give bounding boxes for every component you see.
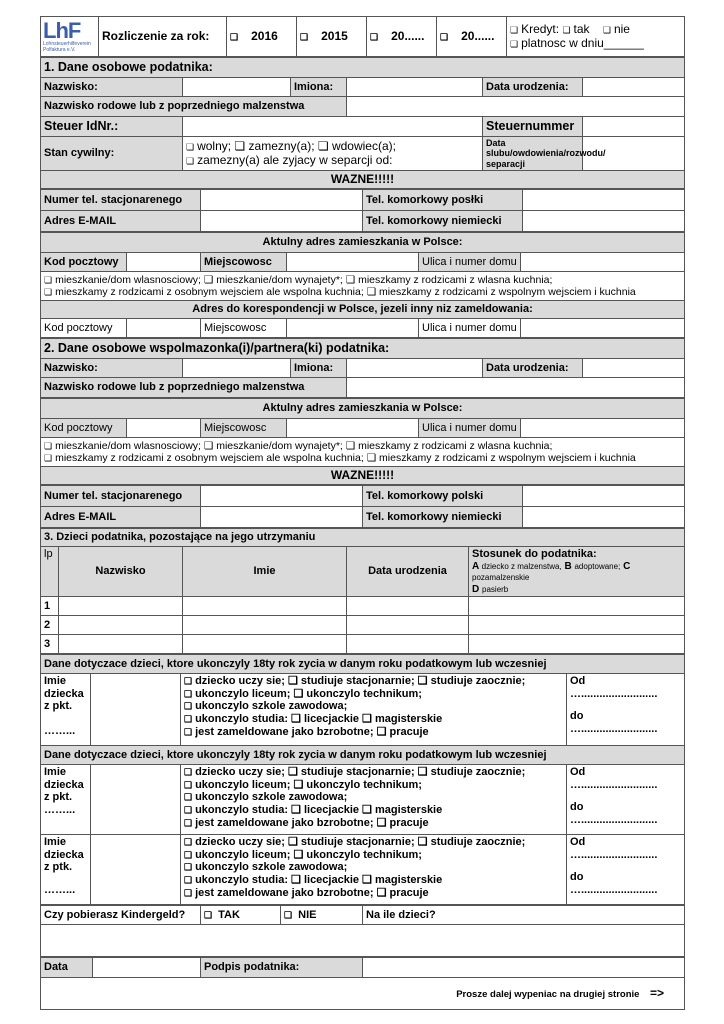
ile-dzieci-label: Na ile dzieci? bbox=[363, 906, 685, 925]
wazne-heading: WAZNE!!!!! bbox=[41, 171, 685, 189]
miejscowosc-label: Miejscowosc bbox=[201, 419, 287, 438]
kindergeld-nie[interactable] bbox=[281, 906, 363, 925]
stosunek-d-text: pasierb bbox=[482, 584, 509, 594]
nazwisko-rodowe-input[interactable] bbox=[347, 378, 685, 398]
opt3: ukonczylo szkole zawodowa; bbox=[195, 700, 348, 713]
child-row-number: 3 bbox=[41, 635, 59, 654]
stosunek-b-text: adoptowane; bbox=[574, 561, 621, 571]
email-label: Adres E-MAIL bbox=[41, 507, 201, 528]
stan-cywilny-options[interactable] bbox=[183, 137, 483, 171]
imie-text: Imie bbox=[44, 836, 67, 849]
od-dots: …......................... bbox=[570, 687, 658, 700]
address-table-1 bbox=[40, 232, 685, 338]
opt5: jest zameldowane jako bzrobotne; ❏ pracuje bbox=[195, 886, 429, 899]
page-title: Rozliczenie za rok: bbox=[99, 17, 227, 57]
kod-label: Kod pocztowy bbox=[41, 253, 127, 272]
miejscowosc-label: Miejscowosc bbox=[201, 319, 287, 338]
opt1: dziecko uczy sie; ❏ studiuje stacjonarnie; ❏ studiuje zaocznie; bbox=[195, 675, 526, 688]
tel-stacjonarny-label: Numer tel. stacjonarenego bbox=[41, 486, 201, 507]
data-urodzenia-label: Data urodzenia: bbox=[483, 78, 583, 97]
imiona-label: Imiona: bbox=[291, 359, 347, 378]
data-label: Data bbox=[41, 958, 93, 978]
z-ptk-text: z ptk. bbox=[44, 861, 73, 874]
od-dots: …......................... bbox=[570, 778, 658, 791]
year-checkbox-1[interactable] bbox=[227, 17, 297, 57]
data-urodzenia-input[interactable] bbox=[583, 359, 685, 378]
child-status-options[interactable] bbox=[181, 765, 567, 835]
mieszkanie-line1: mieszkanie/dom wlasnosciowy; ❏ mieszkanie/dom wynajety*; ❏ mieszkamy z rodzicami z wlasna kuchnia; bbox=[55, 439, 553, 452]
stosunek-b: B bbox=[564, 560, 572, 572]
stosunek-d: D bbox=[472, 583, 480, 595]
podpis-input[interactable] bbox=[363, 958, 685, 978]
nazwisko-rodowe-label: Nazwisko rodowe lub z poprzedniego malzenstwa bbox=[41, 97, 347, 117]
year-checkbox-3[interactable] bbox=[367, 17, 437, 57]
child-status-options[interactable] bbox=[181, 835, 567, 905]
child-name-input[interactable] bbox=[91, 765, 181, 835]
miejscowosc-input[interactable] bbox=[287, 419, 419, 438]
z-pkt-text: z pkt. bbox=[44, 791, 73, 804]
children-table bbox=[40, 528, 685, 654]
opt1: dziecko uczy sie; ❏ studiuje stacjonarnie; ❏ studiuje zaocznie; bbox=[195, 836, 526, 849]
tak-label: TAK bbox=[218, 908, 240, 921]
year-checkbox-4[interactable] bbox=[437, 17, 507, 57]
tel-kom-niemiecki-input[interactable] bbox=[523, 507, 685, 528]
imie-dziecka-label bbox=[41, 674, 91, 746]
opt4: ukonczylo studia: ❏ licecjackie ❏ magisterskie bbox=[195, 713, 443, 726]
year-label: 20...... bbox=[461, 28, 495, 43]
col-imie: Imie bbox=[183, 547, 347, 597]
opt4: ukonczylo studia: ❏ licecjackie ❏ magisterskie bbox=[195, 804, 443, 817]
od-do-fields[interactable] bbox=[567, 835, 685, 905]
col-lp: lp bbox=[41, 547, 59, 597]
opt4: ukonczylo studia: ❏ licecjackie ❏ magisterskie bbox=[195, 874, 443, 887]
kredyt-nie-checkbox[interactable] bbox=[603, 22, 614, 36]
platnosc-label: platnosc w dniu______ bbox=[521, 35, 644, 50]
logo-sub2: Polfaktura e.V. bbox=[43, 46, 76, 53]
adres-polska-heading: Aktulny adres zamieszkania w Polsce: bbox=[41, 233, 685, 253]
stosunek-c-text: pozamalzenskie bbox=[472, 573, 530, 583]
year-label: 20...... bbox=[391, 28, 425, 43]
blank-row[interactable] bbox=[41, 925, 685, 957]
kindergeld-table bbox=[40, 905, 685, 957]
mieszkanie-line2: mieszkamy z rodzicami z osobnym wejsciem ale wspolna kuchnia; ❏ mieszkamy z rodzicami z wspolnym wejsciem i kuchnia bbox=[55, 286, 636, 299]
kod-input[interactable] bbox=[127, 319, 201, 338]
email-label: Adres E-MAIL bbox=[41, 211, 201, 232]
opt1: dziecko uczy sie; ❏ studiuje stacjonarnie; ❏ studiuje zaocznie; bbox=[195, 766, 526, 779]
miejscowosc-input[interactable] bbox=[287, 253, 419, 272]
contact-table-2 bbox=[40, 485, 685, 528]
do-label: do bbox=[570, 710, 584, 723]
child-imie-input[interactable] bbox=[183, 597, 347, 616]
adres-polska-heading: Aktulny adres zamieszkania w Polsce: bbox=[41, 399, 685, 419]
stosunek-a-text: dziecko z malzenstwa, bbox=[481, 561, 562, 571]
wazne-heading: WAZNE!!!!! bbox=[41, 467, 685, 485]
z-pkt-text: z pkt. bbox=[44, 700, 73, 713]
nie-label: NIE bbox=[298, 908, 317, 921]
child-name-input[interactable] bbox=[91, 835, 181, 905]
child-name-input[interactable] bbox=[91, 674, 181, 746]
adult-children-table bbox=[40, 654, 685, 905]
miejscowosc-input[interactable] bbox=[287, 319, 419, 338]
nazwisko-rodowe-input[interactable] bbox=[347, 97, 685, 117]
data-urodzenia-input[interactable] bbox=[583, 78, 685, 97]
child-nazwisko-input[interactable] bbox=[59, 597, 183, 616]
opt2: ukonczylo liceum; ❏ ukonczylo technikum; bbox=[195, 848, 422, 861]
imiona-input[interactable] bbox=[347, 78, 483, 97]
email-input[interactable] bbox=[201, 507, 363, 528]
child-data-input[interactable] bbox=[347, 616, 469, 635]
imie-dziecka-label bbox=[41, 765, 91, 835]
section3-title: 3. Dzieci podatnika, pozostające na jego utrzymaniu bbox=[41, 529, 685, 547]
logo-text: LhF bbox=[43, 17, 81, 43]
miejscowosc-label: Miejscowosc bbox=[201, 253, 287, 272]
stan-line1: wolny; ❏ zamezny(a); ❏ wdowiec(a); bbox=[197, 138, 396, 153]
od-do-fields[interactable] bbox=[567, 765, 685, 835]
do-label: do bbox=[570, 801, 584, 814]
ulica-input[interactable] bbox=[521, 419, 685, 438]
od-label: Od bbox=[570, 675, 586, 688]
mieszkanie-line1: mieszkanie/dom wlasnosciowy; ❏ mieszkanie/dom wynajety*; ❏ mieszkamy z rodzicami z wlasna kuchnia; bbox=[55, 273, 553, 286]
tel-kom-polski-label: Tel. komorkowy polski bbox=[363, 486, 523, 507]
opt3: ukonczylo szkole zawodowa; bbox=[195, 791, 348, 804]
podpis-label: Podpis podatnika: bbox=[201, 958, 363, 978]
stosunek-title: Stosunek do podatnika: bbox=[472, 548, 597, 561]
footer-note bbox=[41, 978, 685, 1010]
year-label: 2015 bbox=[321, 28, 348, 43]
tel-stacjonarny-label: Numer tel. stacjonarenego bbox=[41, 190, 201, 211]
opt5: jest zameldowane jako bzrobotne; ❏ pracuje bbox=[195, 816, 429, 829]
child-row-number: 2 bbox=[41, 616, 59, 635]
kod-input[interactable] bbox=[127, 419, 201, 438]
platnosc-checkbox[interactable] bbox=[510, 36, 521, 50]
kod-label: Kod pocztowy bbox=[41, 419, 127, 438]
year-label: 2016 bbox=[251, 28, 278, 43]
imiona-label: Imiona: bbox=[291, 78, 347, 97]
tel-kom-polski-label: Tel. komorkowy posłki bbox=[363, 190, 523, 211]
steuer-id-label: Steuer IdNr.: bbox=[41, 117, 183, 137]
col-nazwisko: Nazwisko bbox=[59, 547, 183, 597]
ulica-input[interactable] bbox=[521, 253, 685, 272]
od-dots: …......................... bbox=[570, 848, 658, 861]
logo-sub1: Lohnsteuerhilfeverein bbox=[43, 40, 91, 47]
stan-cywilny-label: Stan cywilny: bbox=[41, 137, 183, 171]
mieszkanie-options[interactable] bbox=[41, 272, 685, 301]
child-data-input[interactable] bbox=[347, 597, 469, 616]
dots-text: ……... bbox=[44, 804, 76, 817]
kredyt-tak: tak bbox=[573, 21, 590, 36]
od-label: Od bbox=[570, 766, 586, 779]
do-dots: …......................... bbox=[570, 884, 658, 897]
dziecka-text: dziecka bbox=[44, 778, 84, 791]
mieszkanie-options[interactable] bbox=[41, 438, 685, 467]
tel-stacjonarny-input[interactable] bbox=[201, 190, 363, 211]
stosunek-a: A bbox=[472, 560, 479, 572]
dziecka-text: dziecka bbox=[44, 687, 84, 700]
child-stosunek-input[interactable] bbox=[469, 635, 685, 654]
col-data-urodzenia: Data urodzenia bbox=[347, 547, 469, 597]
section2-table bbox=[40, 338, 685, 398]
email-input[interactable] bbox=[201, 211, 363, 232]
kredyt-tak-checkbox[interactable] bbox=[562, 22, 573, 36]
do-dots: …......................... bbox=[570, 814, 658, 827]
nazwisko-rodowe-label: Nazwisko rodowe lub z poprzedniego malzenstwa bbox=[41, 378, 347, 398]
nazwisko-label: Nazwisko: bbox=[41, 78, 183, 97]
dots-text: ……... bbox=[44, 725, 76, 738]
imie-text: Imie bbox=[44, 675, 67, 688]
stan-line2: zamezny(a) ale zyjacy w separcji od: bbox=[197, 152, 393, 167]
tax-form bbox=[40, 16, 684, 1010]
nazwisko-input[interactable] bbox=[183, 78, 291, 97]
col-stosunek bbox=[469, 547, 685, 597]
ulica-input[interactable] bbox=[521, 319, 685, 338]
header-table bbox=[40, 16, 685, 57]
child-status-options[interactable] bbox=[181, 674, 567, 746]
kredyt-label: Kredyt: bbox=[521, 21, 560, 36]
child-stosunek-input[interactable] bbox=[469, 597, 685, 616]
section1-table bbox=[40, 57, 685, 189]
tel-kom-polski-input[interactable] bbox=[523, 190, 685, 211]
ulica-label: Ulica i numer domu bbox=[419, 419, 521, 438]
section2-title: 2. Dane osobowe wspolmazonka(i)/partnera(ki) podatnika: bbox=[41, 339, 685, 359]
kredyt-nie: nie bbox=[613, 21, 630, 36]
tel-kom-niemiecki-label: Tel. komorkowy niemiecki bbox=[363, 507, 523, 528]
address-table-2 bbox=[40, 398, 685, 485]
opt2: ukonczylo liceum; ❏ ukonczylo technikum; bbox=[195, 778, 422, 791]
steuernummer-label: Steuernummer bbox=[483, 117, 583, 137]
child-row-number: 1 bbox=[41, 597, 59, 616]
tel-kom-polski-input[interactable] bbox=[523, 486, 685, 507]
od-do-fields[interactable] bbox=[567, 674, 685, 746]
steuer-id-input[interactable] bbox=[183, 117, 483, 137]
child-stosunek-input[interactable] bbox=[469, 616, 685, 635]
tel-kom-niemiecki-label: Tel. komorkowy niemiecki bbox=[363, 211, 523, 232]
child-imie-input[interactable] bbox=[183, 616, 347, 635]
child-nazwisko-input[interactable] bbox=[59, 616, 183, 635]
footer-note-text: Prosze dalej wypeniac na drugiej stronie bbox=[456, 988, 640, 1000]
mieszkanie-line2: mieszkamy z rodzicami z osobnym wejsciem ale wspolna kuchnia; ❏ mieszkamy z rodzicami z wspolnym wejsciem i kuchnia bbox=[55, 452, 636, 465]
imie-text: Imie bbox=[44, 766, 67, 779]
dziecka-text: dziecka bbox=[44, 848, 84, 861]
kod-input[interactable] bbox=[127, 253, 201, 272]
section1-title: 1. Dane osobowe podatnika: bbox=[41, 58, 685, 78]
child-nazwisko-input[interactable] bbox=[59, 635, 183, 654]
kod-label: Kod pocztowy bbox=[41, 319, 127, 338]
tel-kom-niemiecki-input[interactable] bbox=[523, 211, 685, 232]
dane18-heading-1: Dane dotyczace dzieci, ktore ukonczyly 18ty rok zycia w danym roku podatkowym lub wczesniej bbox=[41, 655, 685, 674]
tel-stacjonarny-input[interactable] bbox=[201, 486, 363, 507]
kredyt-box bbox=[507, 17, 685, 57]
data-input[interactable] bbox=[93, 958, 201, 978]
imiona-input[interactable] bbox=[347, 359, 483, 378]
child-data-input[interactable] bbox=[347, 635, 469, 654]
ulica-label: Ulica i numer domu bbox=[419, 319, 521, 338]
opt2: ukonczylo liceum; ❏ ukonczylo technikum; bbox=[195, 687, 422, 700]
korespondencja-heading: Adres do korespondencji w Polsce, jezeli inny niz zameldowania: bbox=[41, 301, 685, 319]
kindergeld-question: Czy pobierasz Kindergeld? bbox=[41, 906, 201, 925]
steuernummer-input[interactable] bbox=[583, 117, 685, 137]
od-label: Od bbox=[570, 836, 586, 849]
data-slubu-label: Data slubu/owdowienia/rozwodu/ separacji bbox=[483, 137, 583, 171]
logo bbox=[41, 17, 99, 57]
signature-table bbox=[40, 957, 685, 1010]
imie-dziecka-label bbox=[41, 835, 91, 905]
contact-table-1 bbox=[40, 189, 685, 232]
opt3: ukonczylo szkole zawodowa; bbox=[195, 861, 348, 874]
opt5: jest zameldowane jako bzrobotne; ❏ pracuje bbox=[195, 725, 429, 738]
nazwisko-label: Nazwisko: bbox=[41, 359, 183, 378]
kindergeld-tak[interactable] bbox=[201, 906, 281, 925]
do-dots: …......................... bbox=[570, 723, 658, 736]
ulica-label: Ulica i numer domu bbox=[419, 253, 521, 272]
dane18-heading-2: Dane dotyczace dzieci, ktore ukonczyly 18ty rok zycia w danym roku podatkowym lub wczesniej bbox=[41, 746, 685, 765]
child-imie-input[interactable] bbox=[183, 635, 347, 654]
data-urodzenia-label: Data urodzenia: bbox=[483, 359, 583, 378]
do-label: do bbox=[570, 871, 584, 884]
year-checkbox-2[interactable] bbox=[297, 17, 367, 57]
nazwisko-input[interactable] bbox=[183, 359, 291, 378]
stosunek-c: C bbox=[623, 560, 631, 572]
arrow-icon: => bbox=[649, 985, 664, 1000]
dots-text: ……... bbox=[44, 884, 76, 897]
